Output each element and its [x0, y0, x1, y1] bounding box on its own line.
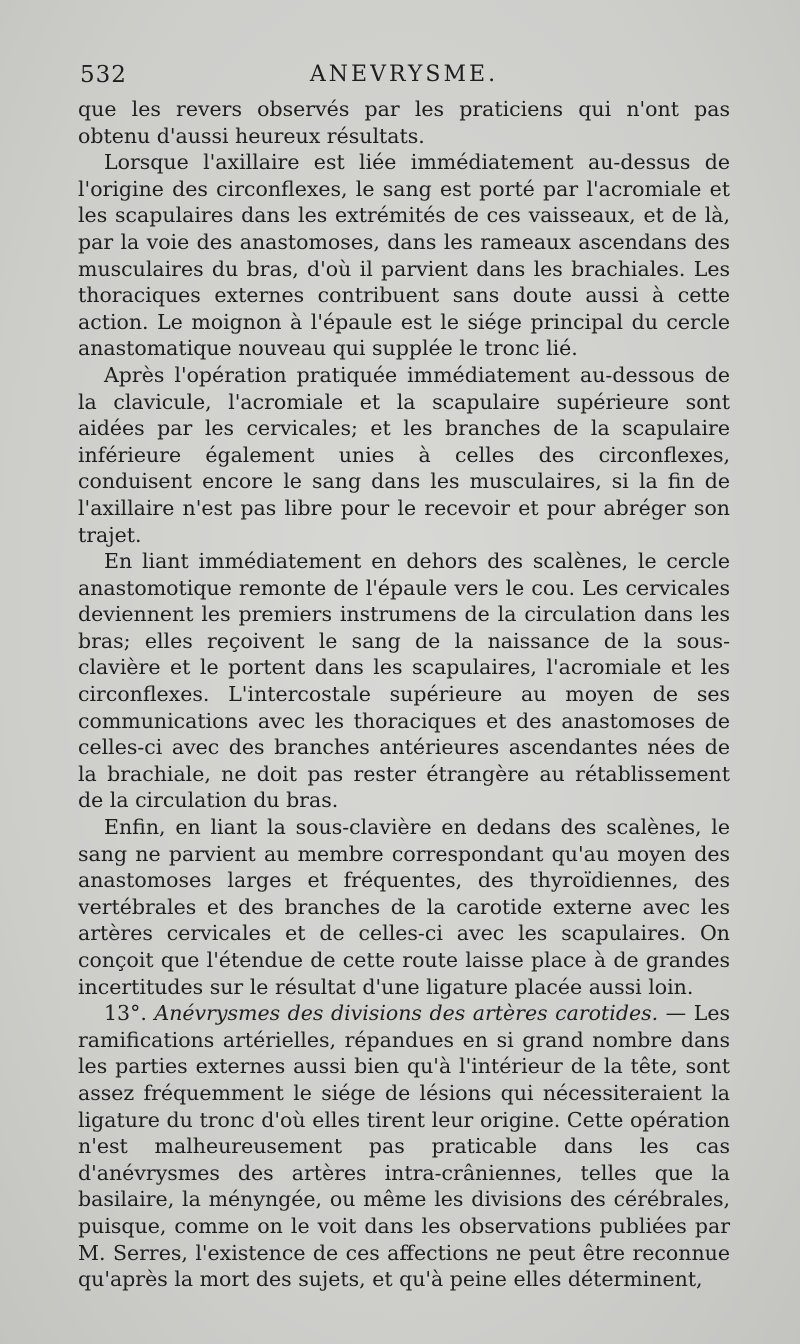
running-head: [78, 58, 730, 92]
section-heading: Anévrysmes des divisions des artères carotides.: [154, 1001, 659, 1026]
section-number: 13°.: [104, 1001, 147, 1026]
paragraph-continuation: que les revers observés par les praticiens qui n'ont pas obtenu d'aussi heureux résultats.: [78, 97, 730, 148]
paragraph-scalenes-dedans: Enfin, en liant la sous-clavière en dedans des scalènes, le sang ne parvient au membre correspondant qu'au moyen des anastomoses larges et fréquentes, des thyroïdiennes, des vertébrales et des branches de la carotide externe avec les artères cervicales et de celles-ci avec les scapulaires. On conçoit que l'étendue de cette route laisse place à de grandes incertitudes sur le résultat d'une ligature placée aussi loin.: [78, 815, 730, 999]
section-13-text: Les ramifications artérielles, répandues en si grand nombre dans les parties externes aussi bien qu'à l'intérieur de la tête, sont assez fréquemment le siége de lésions qui nécessiteraient la ligature du tronc d'où elles tirent leur origine. Cette opération n'est malheureusement pas praticable dans les cas d'anévrysmes des artères intra-crâniennes, telles que la basilaire, la ményngée, ou même les divisions des cérébrales, puisque, comme on le voit dans les observations publiées par M. Serres, l'existence de ces affections ne peut être reconnue qu'après la mort des sujets, et qu'à peine elles déterminent,: [78, 1001, 730, 1292]
running-title: ANEVRYSME.: [309, 62, 499, 87]
paragraph-axillaire-dessous: Après l'opération pratiquée immédiatement au-dessous de la clavicule, l'acromiale et la scapulaire supérieure sont aidées par les cervicales; et les branches de la scapulaire inférieure également unies à celles des circonflexes, conduisent encore le sang dans les musculaires, si la fin de l'axillaire n'est pas libre pour le recevoir et pour abréger son trajet.: [78, 362, 730, 547]
paragraph-axillaire-dessus: Lorsque l'axillaire est liée immédiatement au-dessus de l'origine des circonflexes, le sang est porté par l'acromiale et les scapulaires dans les extrémités de ces vaisseaux, et de là, par la voie des anastomoses, dans les rameaux ascendans des musculaires du bras, d'où il parvient dans les brachiales. Les thoraciques externes contribuent sans doute aussi à cette action. Le moignon à l'épaule est le siége principal du cercle anastomatique nouveau qui supplée le tronc lié.: [78, 150, 730, 361]
section-dash: —: [665, 1001, 687, 1026]
section-13-paragraph: [78, 1000, 730, 1293]
page-number: 532: [80, 62, 127, 88]
body-text: [78, 96, 730, 1293]
paragraph-scalenes-dehors: En liant immédiatement en dehors des scalènes, le cercle anastomotique remonte de l'épaule vers le cou. Les cervicales deviennent les premiers instrumens de la circulation dans les bras; elles reçoivent le sang de la naissance de la sous-clavière et le portent dans les scapulaires, l'acromiale et les circonflexes. L'intercostale supérieure au moyen de ses communications avec les thoraciques et des anastomoses de celles-ci avec des branches antérieures ascendantes nées de la brachiale, ne doit pas rester étrangère au rétablissement de la circulation du bras.: [78, 549, 730, 813]
